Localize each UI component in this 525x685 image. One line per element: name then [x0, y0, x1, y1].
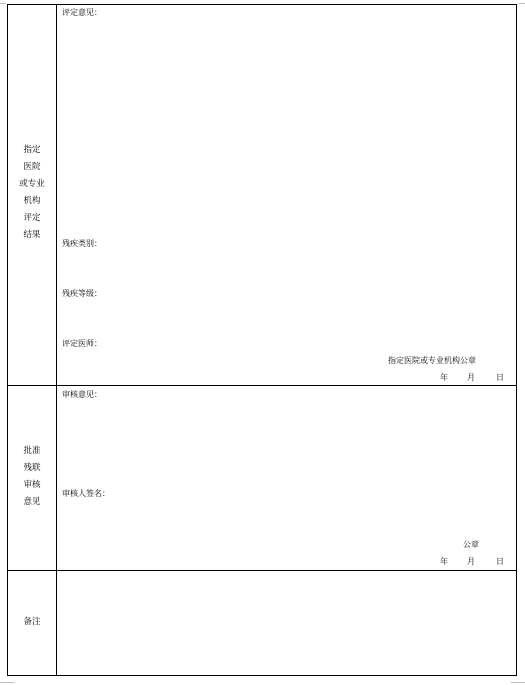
label-line: 或专业 [19, 179, 45, 189]
reviewer-signature-label: 审核人签名： [62, 489, 110, 498]
review-row-label [8, 443, 56, 511]
date-day: 日 [496, 373, 504, 382]
table-border-right [516, 4, 517, 676]
official-seal-text: 公章 [463, 540, 479, 549]
assessment-row-label [8, 142, 56, 244]
table-column-divider [56, 4, 57, 676]
label-line: 评定 [23, 213, 41, 223]
label-line: 结果 [23, 230, 41, 240]
assessment-opinion-label: 评定意见： [62, 8, 102, 17]
date-year: 年 [440, 557, 448, 566]
label-line: 审核 [23, 480, 41, 490]
table-border-bottom [7, 675, 517, 676]
label-line: 意见 [23, 497, 41, 507]
label-line: 机构 [23, 196, 41, 206]
table-border-left [7, 4, 8, 676]
label-line: 医院 [23, 162, 41, 172]
date-month: 月 [467, 373, 475, 382]
assessing-doctor-label: 评定医师： [62, 339, 102, 348]
review-opinion-label: 审核意见： [62, 390, 102, 399]
label-line: 指定 [23, 145, 41, 155]
table-row-divider-1 [7, 385, 517, 386]
remarks-content-area[interactable] [58, 572, 515, 674]
date-year: 年 [440, 373, 448, 382]
remarks-row-label [8, 614, 56, 631]
label-line: 批准 [23, 446, 41, 456]
table-border-top [7, 4, 517, 5]
table-row-divider-2 [7, 570, 517, 571]
label-line: 备注 [23, 617, 41, 627]
date-month: 月 [467, 557, 475, 566]
disability-category-label: 残疾类别： [62, 239, 102, 248]
disability-grade-label: 残疾等级： [62, 289, 102, 298]
institution-seal-text: 指定医院或专业机构公章 [388, 356, 476, 365]
date-day: 日 [496, 557, 504, 566]
label-line: 残联 [23, 463, 41, 473]
